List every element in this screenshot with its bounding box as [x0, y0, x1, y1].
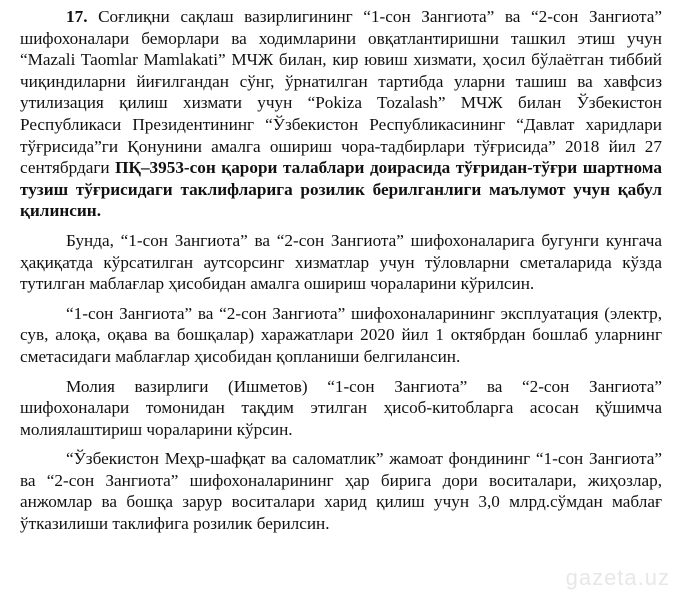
watermark: gazeta.uz [565, 565, 670, 590]
paragraph-17-text: Соғлиқни сақлаш вазирлигининг “1-сон Зангиота” ва “2-сон Зангиота” шифохоналари беморлари ва ходимларини овқатлантиришни ташкил этиш учун “Mazali Taomlar Mamlakati” МЧЖ билан, кир ювиш хизмати, ҳосил бўлаётган тиббий чиқиндиларни йиғилгандан сўнг, ўрнатилган тартибда уларни ташиш ва хавфсиз утилизация қилиш хизмати учун “Pokiza Tozalash” МЧЖ билан Ўзбекистон Республикаси Президентининг “Ўзбекистон Республикасининг “Давлат харидлари тўғрисида”ги Қонунини амалга ошириш чора-тадбирлари тўғрисида” 2018 йил 27 сентябрдаги [20, 7, 663, 178]
item-number: 17. [66, 7, 88, 26]
document-page [20, 6, 662, 535]
paragraph-outsourcing-payments: Бунда, “1-сон Зангиота” ва “2-сон Зангиота” шифохоналарига бугунги кунгача ҳақиқатда кўрсатилган аутсорсинг хизматлар учун тўловларни сметаларида кўзда тутилган маблағлар ҳисобидан амалга ошириш чораларини кўрилсин. [20, 230, 662, 294]
paragraph-17 [20, 6, 662, 222]
paragraph-finance-ministry: Молия вазирлиги (Ишметов) “1-сон Зангиота” ва “2-сон Зангиота” шифохоналари томонидан тақдим этилган ҳисоб-китобларга асосан қўшимча молиялаштириш чораларини кўрсин. [20, 376, 662, 439]
paragraph-17-bold-text: ПҚ–3953-сон қарори талаблари доирасида тўғридан-тўғри шартнома тузиш тўғрисидаги таклифларига розилик берилганлиги маълумот учун қабул қилинсин. [20, 158, 662, 221]
paragraph-fund-transfer: “Ўзбекистон Меҳр-шафқат ва саломатлик” жамоат фондининг “1-сон Зангиота” ва “2-сон Зангиота” шифохоналарининг ҳар бирига дори воситалари, жиҳозлар, анжомлар ва бошқа зарур воситалари харид қилиш учун 3,0 млрд.сўмдан маблағ ўтказилиши таклифига розилик берилсин. [20, 449, 662, 534]
paragraph-operating-costs: “1-сон Зангиота” ва “2-сон Зангиота” шифохоналарининг эксплуатация (электр, сув, алоқа, оқава ва бошқалар) харажатлари 2020 йил 1 октябрдан бошлаб уларнинг сметасидаги маблағлар ҳисобидан қопланиши белгилансин. [20, 303, 662, 366]
